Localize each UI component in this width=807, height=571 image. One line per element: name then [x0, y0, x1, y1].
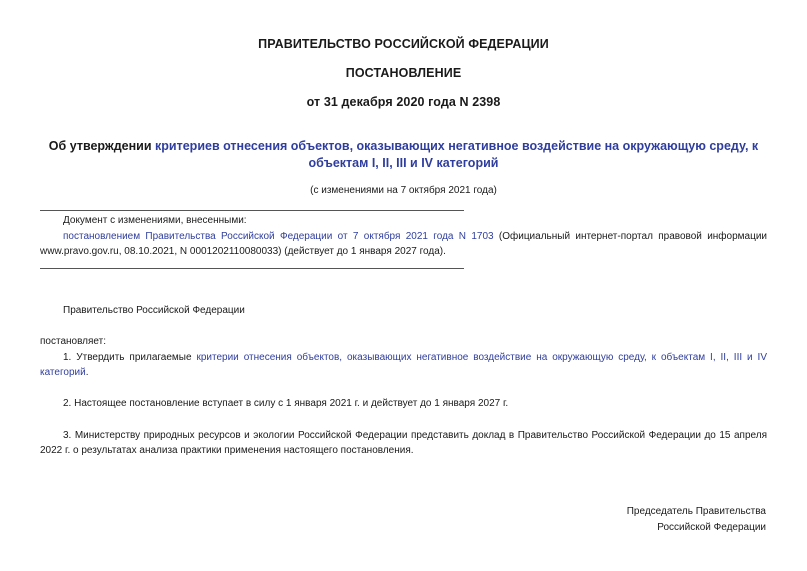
- document-date-number: от 31 декабря 2020 года N 2398: [306, 95, 501, 109]
- title-prefix: Об утверждении: [48, 139, 156, 153]
- item-1-prefix: 1. Утвердить прилагаемые: [63, 352, 197, 363]
- item-1-suffix: .: [85, 367, 89, 378]
- item-2: 2. Настоящее постановление вступает в силу с 1 января 2021 г. и действует до 1 января 2027 г.: [63, 398, 509, 409]
- amendments-text: [40, 229, 767, 259]
- signature-line-2: Российской Федерации: [657, 522, 766, 533]
- document-type: ПОСТАНОВЛЕНИЕ: [345, 66, 462, 80]
- item-3: 3. Министерству природных ресурсов и экологии Российской Федерации представить доклад в Правительство Российской Федерации до 15 апреля 2022 г. о результатах анализа практики применения настоящего постановления.: [40, 430, 767, 456]
- amendments-intro: Документ с изменениями, внесенными:: [63, 215, 247, 226]
- resolves-line: постановляет:: [40, 336, 107, 347]
- amendment-link[interactable]: постановлением Правительства Российской Федерации от 7 октября 2021 года N 1703: [63, 231, 494, 242]
- divider-bottom: [40, 268, 464, 269]
- amendment-details: (Официальный интернет-портал правовой информации www.pravo.gov.ru, 08.10.2021, N 0001202110080033) (действует до 1 января 2027 года).: [40, 231, 767, 257]
- changes-note: (с изменениями на 7 октября 2021 года): [310, 185, 497, 196]
- item-1-link[interactable]: критерии отнесения объектов, оказывающих негативное воздействие на окружающую среду, к объектам I, II, III и IV категорий: [40, 352, 767, 378]
- document-title: [40, 138, 767, 172]
- issuing-authority: ПРАВИТЕЛЬСТВО РОССИЙСКОЙ ФЕДЕРАЦИИ: [258, 37, 549, 51]
- signature-line-1: Председатель Правительства: [626, 506, 766, 517]
- signature-block: [627, 504, 766, 536]
- divider-top: [40, 210, 464, 211]
- title-link[interactable]: критериев отнесения объектов, оказывающих негативное воздействие на окружающую среду, к объектам I, II, III и IV категорий: [155, 139, 759, 170]
- government-line: Правительство Российской Федерации: [63, 305, 245, 316]
- item-1: [40, 350, 767, 380]
